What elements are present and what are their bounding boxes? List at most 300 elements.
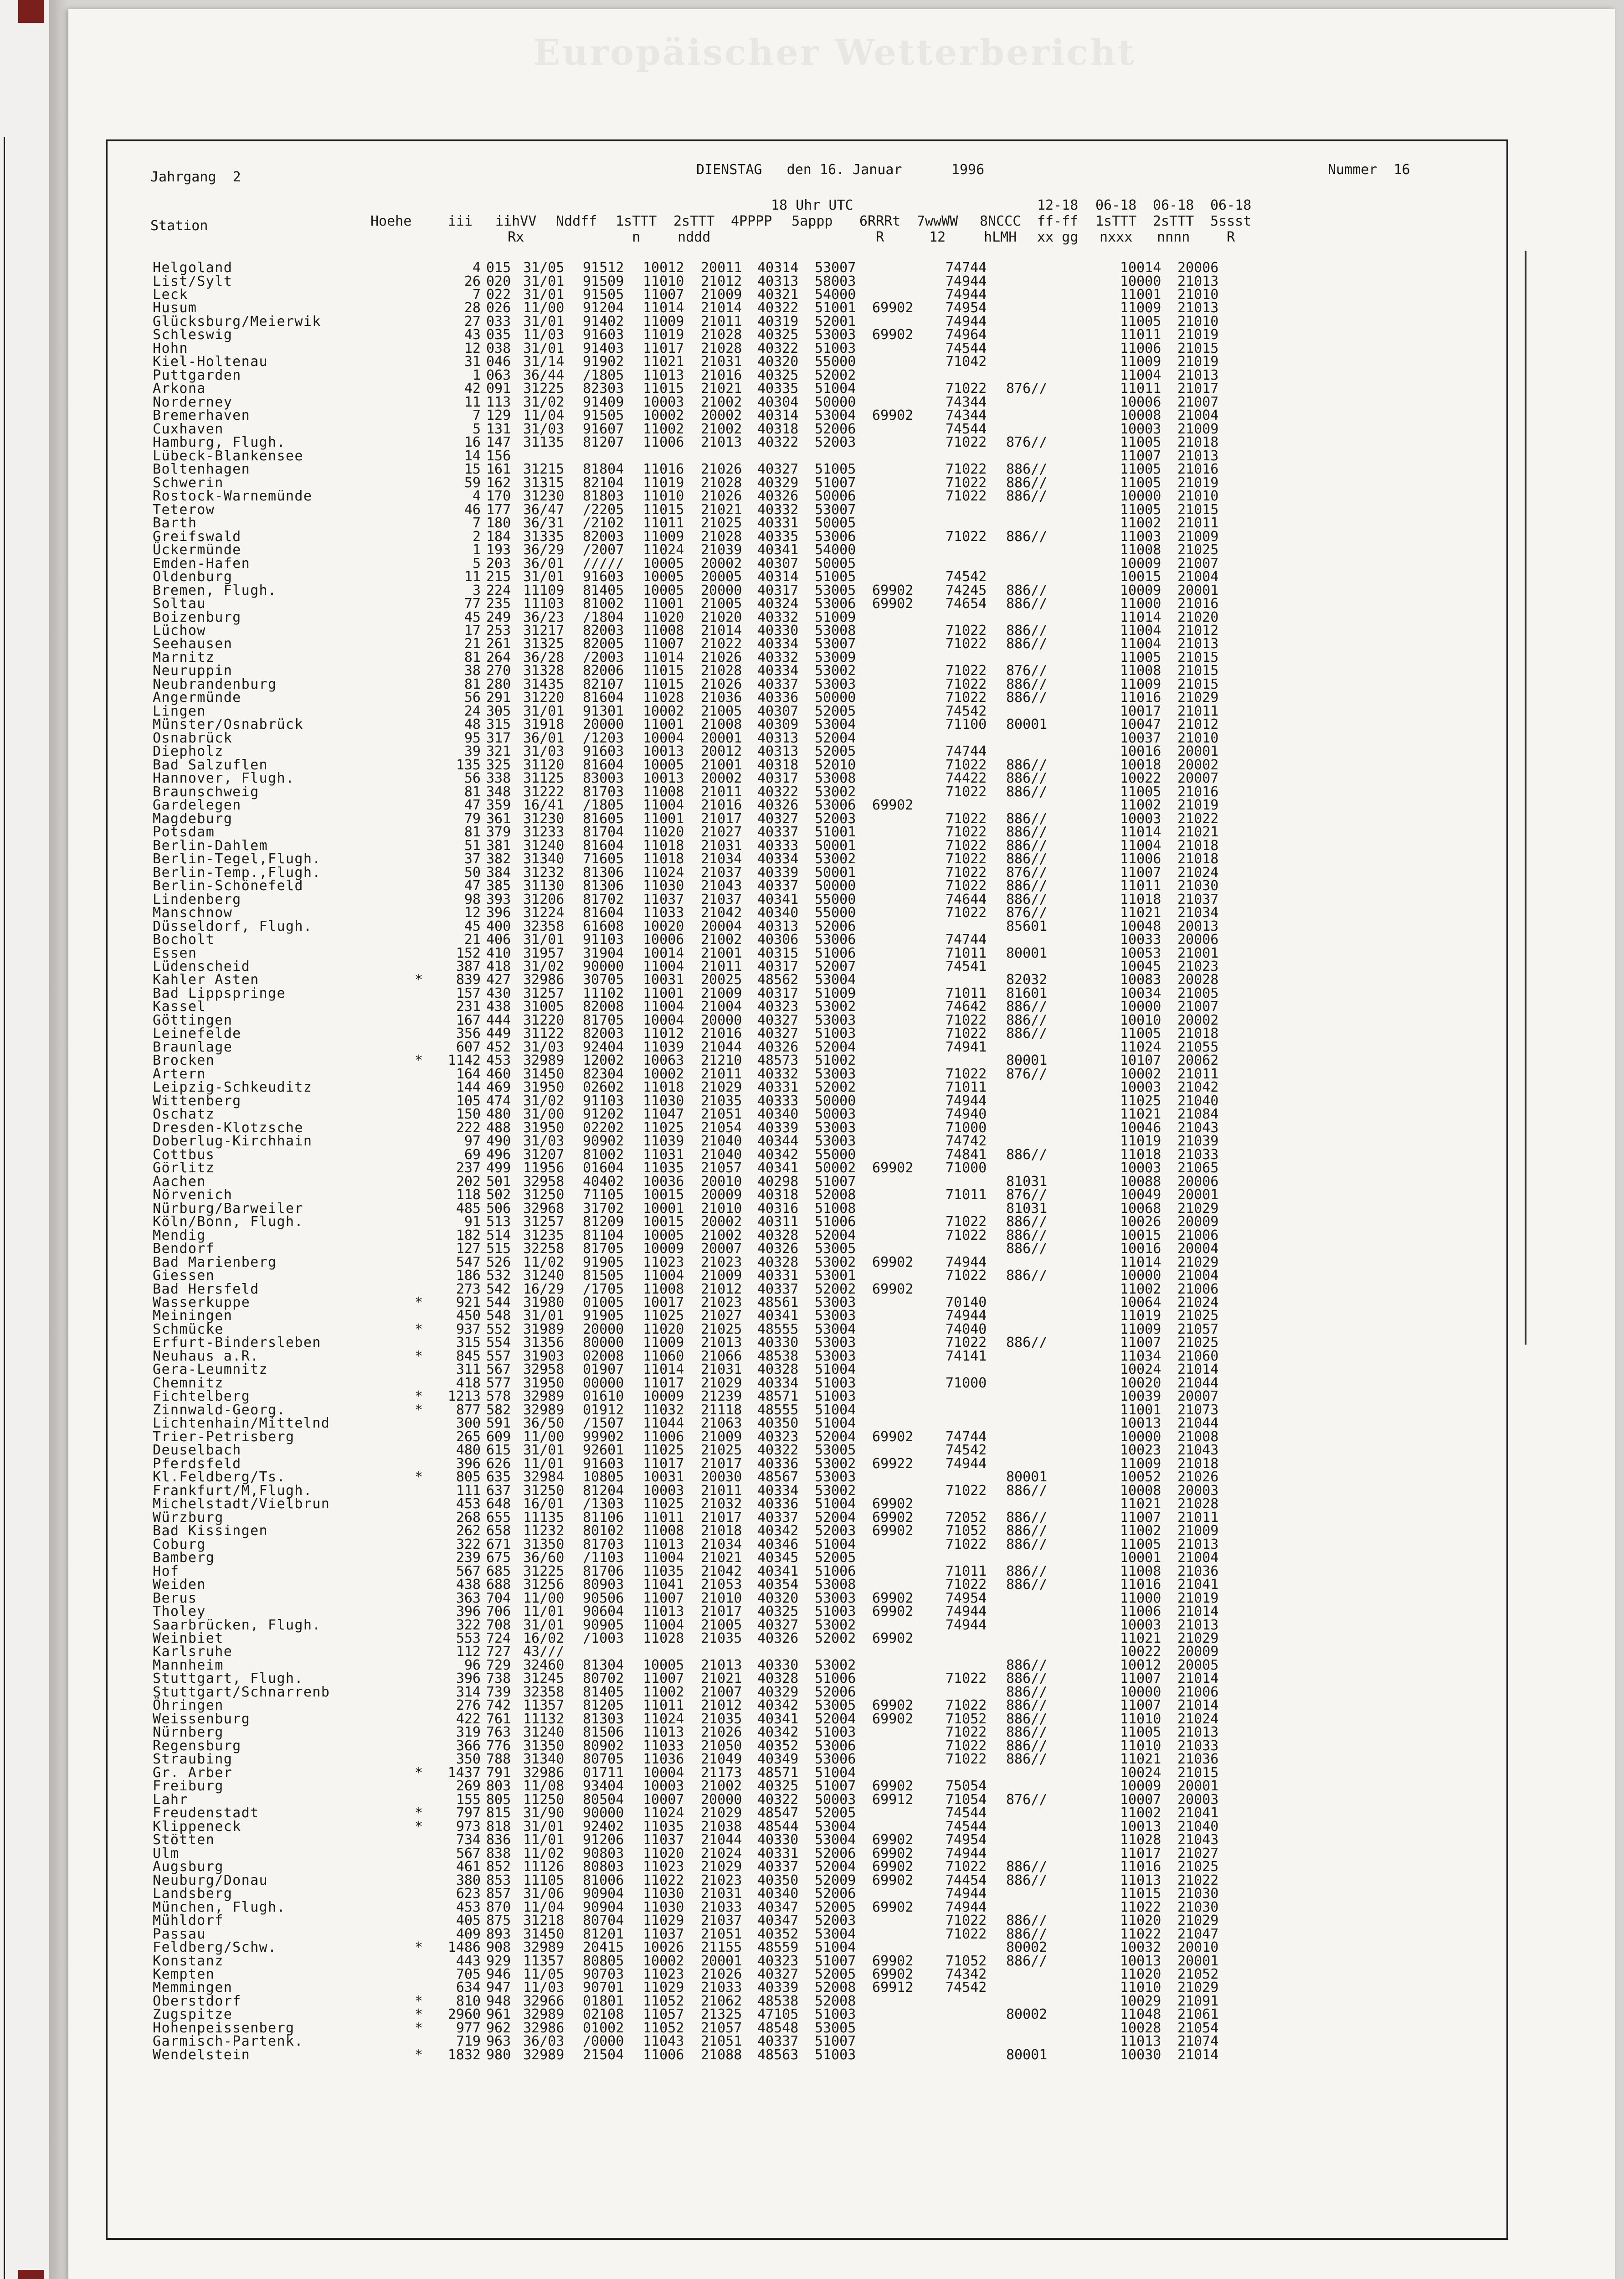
tendency: 50001: [815, 837, 856, 854]
pressure: 40330: [757, 623, 799, 639]
table-row: [68, 691, 1435, 705]
tmax-group: 11023: [643, 1859, 684, 1875]
station-name: Augsburg: [153, 1859, 224, 1875]
table-row: [68, 408, 1435, 423]
iii: 382: [486, 851, 511, 867]
hoehe: 839: [456, 972, 481, 988]
hoehe: 79: [464, 810, 481, 827]
pressure: 40352: [757, 1926, 799, 1942]
clouds: 886//: [1006, 528, 1048, 545]
tnn-group: 20028: [1177, 972, 1219, 988]
tendency: 55000: [815, 354, 856, 370]
iihvv: 32989: [523, 1402, 565, 1418]
mountain-mark: *: [415, 1764, 423, 1781]
tmax-group: 10003: [643, 394, 684, 410]
tmax-group: 11033: [643, 905, 684, 921]
clouds: 876//: [1006, 1187, 1048, 1203]
station-name: Bad Kissingen: [153, 1523, 268, 1539]
tmin-group: 21029: [701, 1805, 742, 1821]
precip: 69902: [872, 1630, 914, 1646]
tnn-group: 21055: [1177, 1039, 1219, 1055]
tmin-group: 21029: [701, 1859, 742, 1875]
iihvv: 31450: [523, 1926, 565, 1942]
pressure: 40337: [757, 1509, 799, 1526]
station-name: Osnabrück: [153, 730, 233, 746]
tnn-group: 21019: [1177, 474, 1219, 491]
tnx-group: 10013: [1120, 1953, 1161, 1969]
iii: 170: [486, 488, 511, 505]
iii: 348: [486, 784, 511, 800]
tnn-group: 21019: [1177, 354, 1219, 370]
iihvv: 11232: [523, 1523, 565, 1539]
nddff: 82008: [583, 999, 624, 1015]
tendency: 51003: [815, 340, 856, 356]
table-row: [68, 1913, 1435, 1928]
hoehe: 937: [456, 1321, 481, 1337]
weather: 71022: [946, 905, 987, 921]
tmax-group: 11014: [643, 300, 684, 316]
tnx-group: 11004: [1120, 636, 1161, 652]
iii: 946: [486, 1966, 511, 1982]
hoehe: 111: [456, 1482, 481, 1499]
tnn-group: 20009: [1177, 1214, 1219, 1230]
tmax-group: 11024: [643, 864, 684, 881]
tmax-group: 10003: [643, 1778, 684, 1794]
iihvv: 31340: [523, 1751, 565, 1768]
iii: 637: [486, 1482, 511, 1499]
hoehe: 14: [464, 448, 481, 464]
tmin-group: 21009: [701, 1268, 742, 1284]
hoehe: 409: [456, 1926, 481, 1942]
iii: 980: [486, 2047, 511, 2063]
table-row: [68, 1255, 1435, 1269]
tmax-group: 11037: [643, 1832, 684, 1848]
tmax-group: 11008: [643, 1281, 684, 1297]
nddff: 01604: [583, 1160, 624, 1176]
iii: 162: [486, 474, 511, 491]
tnx-group: 10017: [1120, 703, 1161, 719]
pressure: 40323: [757, 999, 799, 1015]
tendency: 52002: [815, 1281, 856, 1297]
tmax-group: 11036: [643, 1751, 684, 1768]
tnx-group: 11025: [1120, 1093, 1161, 1109]
nddff: 02108: [583, 2006, 624, 2023]
tendency: 51007: [815, 1173, 856, 1190]
tnx-group: 10048: [1120, 918, 1161, 934]
date-label: DIENSTAG den 16. Januar 1996: [696, 162, 985, 178]
iii: 129: [486, 407, 511, 424]
tmin-group: 21005: [701, 596, 742, 612]
tmax-group: 10009: [643, 1388, 684, 1405]
hoehe: 77: [464, 596, 481, 612]
table-row: [68, 825, 1435, 839]
tnx-group: 10007: [1120, 1791, 1161, 1808]
iii: 305: [486, 703, 511, 719]
station-name: Aachen: [153, 1173, 206, 1190]
hoehe: 634: [456, 1980, 481, 1996]
tnx-group: 10047: [1120, 717, 1161, 733]
tmax-group: 11001: [643, 596, 684, 612]
tmax-group: 11020: [643, 1321, 684, 1337]
iii: 724: [486, 1630, 511, 1646]
tnn-group: 20003: [1177, 1482, 1219, 1499]
iii: 496: [486, 1146, 511, 1163]
nddff: 83003: [583, 770, 624, 787]
iihvv: 31125: [523, 770, 565, 787]
hoehe: 39: [464, 743, 481, 760]
tmax-group: 10012: [643, 260, 684, 276]
table-row: [68, 1282, 1435, 1296]
table-row: [68, 1322, 1435, 1336]
tmin-group: 20002: [701, 555, 742, 572]
col-6rrrt: 6RRRt R: [859, 213, 901, 245]
pressure: 40333: [757, 1093, 799, 1109]
tnn-group: 21007: [1177, 394, 1219, 410]
tmin-group: 21017: [701, 1455, 742, 1472]
tnx-group: 11004: [1120, 837, 1161, 854]
iihvv: 31256: [523, 1577, 565, 1593]
clouds: 886//: [1006, 1563, 1048, 1579]
hoehe: 112: [456, 1644, 481, 1660]
tnn-group: 20006: [1177, 932, 1219, 948]
hoehe: 322: [456, 1617, 481, 1633]
tendency: 51006: [815, 945, 856, 961]
tnx-group: 10107: [1120, 1052, 1161, 1069]
iihvv: 31450: [523, 1066, 565, 1082]
tnx-group: 11007: [1120, 448, 1161, 464]
nddff: 91403: [583, 340, 624, 356]
iii: 836: [486, 1832, 511, 1848]
iihvv: 31/14: [523, 354, 565, 370]
station-name: Mühldorf: [153, 1913, 224, 1928]
tnx-group: 11009: [1120, 676, 1161, 692]
table-row: [68, 2048, 1435, 2062]
tendency: 50005: [815, 555, 856, 572]
station-name: Saarbrücken, Flugh.: [153, 1617, 321, 1633]
clouds: 876//: [1006, 864, 1048, 881]
iihvv: 31435: [523, 676, 565, 692]
iihvv: 31/01: [523, 340, 565, 356]
hoehe: 734: [456, 1832, 481, 1848]
table-row: [68, 1900, 1435, 1914]
hoehe: 1486: [447, 1939, 481, 1955]
nddff: 81304: [583, 1657, 624, 1673]
iii: 291: [486, 690, 511, 706]
station-name: Lübeck-Blankensee: [153, 448, 303, 464]
iihvv: 31233: [523, 824, 565, 840]
mountain-mark: *: [415, 972, 423, 988]
tnn-group: 21015: [1177, 649, 1219, 665]
tmin-group: 21025: [701, 1442, 742, 1459]
station-name: Kahler Asten: [153, 972, 259, 988]
weather: 74544: [946, 1805, 987, 1821]
station-name: Memmingen: [153, 1980, 233, 1996]
iihvv: 11357: [523, 1697, 565, 1714]
table-row: [68, 1658, 1435, 1672]
iii: 788: [486, 1751, 511, 1768]
table-row: [68, 1349, 1435, 1363]
tmin-group: 21021: [701, 1550, 742, 1566]
pressure: 40322: [757, 434, 799, 451]
iii: 557: [486, 1348, 511, 1364]
iihvv: 32984: [523, 1469, 565, 1485]
tmax-group: 11047: [643, 1106, 684, 1123]
iihvv: 11/00: [523, 1590, 565, 1606]
tmax-group: 11020: [643, 1845, 684, 1861]
nddff: 81604: [583, 837, 624, 854]
iihvv: 16/02: [523, 1630, 565, 1646]
station-name: Kl.Feldberg/Ts.: [153, 1469, 286, 1485]
nddff: 80705: [583, 1751, 624, 1768]
station-name: Düsseldorf, Flugh.: [153, 918, 313, 934]
tnx-group: 10014: [1120, 260, 1161, 276]
tnn-group: 21016: [1177, 596, 1219, 612]
iii: 177: [486, 501, 511, 518]
weather: 71000: [946, 1119, 987, 1136]
station-name: Freiburg: [153, 1778, 224, 1794]
nddff: 10805: [583, 1469, 624, 1485]
tnx-group: 11011: [1120, 878, 1161, 894]
hoehe: 5: [472, 421, 481, 437]
tendency: 51003: [815, 1604, 856, 1619]
weather: 71022: [946, 690, 987, 706]
tmax-group: 11024: [643, 1711, 684, 1727]
weather: 74944: [946, 1308, 987, 1324]
iii: 591: [486, 1415, 511, 1432]
weather: 71022: [946, 461, 987, 478]
tmax-group: 11018: [643, 851, 684, 867]
tnx-group: 10013: [1120, 1818, 1161, 1835]
tnn-group: 21009: [1177, 528, 1219, 545]
table-row: [68, 1591, 1435, 1605]
station-name: Weissenburg: [153, 1711, 251, 1727]
tmin-group: 21035: [701, 1630, 742, 1646]
hoehe: 98: [464, 891, 481, 907]
tmax-group: 11006: [643, 434, 684, 451]
hoehe: 81: [464, 649, 481, 665]
clouds: 80001: [1006, 1469, 1048, 1485]
iihvv: 11/04: [523, 407, 565, 424]
tnn-group: 21044: [1177, 1375, 1219, 1391]
weather: 74542: [946, 1442, 987, 1459]
pressure: 40339: [757, 1119, 799, 1136]
table-row: [68, 1362, 1435, 1377]
tnx-group: 10053: [1120, 945, 1161, 961]
clouds: 886//: [1006, 1751, 1048, 1768]
nddff: 20415: [583, 1939, 624, 1955]
pressure: 40340: [757, 1886, 799, 1902]
nddff: /1303: [583, 1496, 624, 1512]
iihvv: 31335: [523, 528, 565, 545]
tmax-group: 11008: [643, 784, 684, 800]
iihvv: 32968: [523, 1200, 565, 1217]
tmin-group: 21037: [701, 891, 742, 907]
tmin-group: 21004: [701, 999, 742, 1015]
col-7wwww: 7wwWW 12: [917, 213, 958, 245]
tmin-group: 20000: [701, 1791, 742, 1808]
station-name: Leinefelde: [153, 1026, 242, 1042]
tmax-group: 11015: [643, 381, 684, 397]
mountain-mark: *: [415, 2020, 423, 2036]
hoehe: 12: [464, 340, 481, 356]
station-name: Bad Marienberg: [153, 1254, 277, 1270]
iihvv: 31215: [523, 461, 565, 478]
iihvv: 31240: [523, 837, 565, 854]
station-name: Gera-Leumnitz: [153, 1361, 268, 1378]
table-row: [68, 1631, 1435, 1645]
table-row: [68, 1416, 1435, 1430]
tmin-group: 21031: [701, 1361, 742, 1378]
tnn-group: 21011: [1177, 1509, 1219, 1526]
iii: 410: [486, 945, 511, 961]
nddff: 90905: [583, 1617, 624, 1633]
tendency: 51003: [815, 1724, 856, 1741]
tmin-group: 20002: [701, 407, 742, 424]
mountain-mark: *: [415, 1939, 423, 1955]
clouds: 876//: [1006, 1791, 1048, 1808]
tnx-group: 11005: [1120, 649, 1161, 665]
tmax-group: 10014: [643, 945, 684, 961]
nddff: 81604: [583, 905, 624, 921]
weather: 74541: [946, 959, 987, 975]
table-row: [68, 2034, 1435, 2048]
tnn-group: 21015: [1177, 676, 1219, 692]
hoehe: 877: [456, 1402, 481, 1418]
iii: 961: [486, 2006, 511, 2023]
station-name: Weinbiet: [153, 1630, 224, 1646]
tmin-group: 21022: [701, 636, 742, 652]
weather: 71022: [946, 1536, 987, 1552]
tendency: 52006: [815, 421, 856, 437]
tmin-group: 21039: [701, 542, 742, 558]
tmin-group: 21002: [701, 932, 742, 948]
tendency: 58003: [815, 273, 856, 289]
tnx-group: 11005: [1120, 461, 1161, 478]
station-name: Görlitz: [153, 1160, 215, 1176]
tmax-group: 10002: [643, 1066, 684, 1082]
tmin-group: 21008: [701, 717, 742, 733]
clouds: 886//: [1006, 1724, 1048, 1741]
tnn-group: 21052: [1177, 1966, 1219, 1982]
nddff: /1705: [583, 1281, 624, 1297]
nddff: /2003: [583, 649, 624, 665]
station-name: Bocholt: [153, 932, 215, 948]
tnn-group: 21005: [1177, 985, 1219, 1001]
tendency: 52007: [815, 959, 856, 975]
clouds: 886//: [1006, 1509, 1048, 1526]
tnx-group: 10013: [1120, 1415, 1161, 1432]
tnx-group: 10000: [1120, 1268, 1161, 1284]
tmax-group: 11004: [643, 959, 684, 975]
tnn-group: 21029: [1177, 1630, 1219, 1646]
tnn-group: 21008: [1177, 1428, 1219, 1445]
station-name: Passau: [153, 1926, 206, 1942]
weather: 71022: [946, 1577, 987, 1593]
tmax-group: 11057: [643, 2006, 684, 2023]
tendency: 53002: [815, 1617, 856, 1633]
clouds: 886//: [1006, 1335, 1048, 1351]
iii: 453: [486, 1052, 511, 1069]
iihvv: 11109: [523, 582, 565, 598]
tmax-group: 10005: [643, 555, 684, 572]
table-row: [68, 1873, 1435, 1887]
tmin-group: 21001: [701, 757, 742, 773]
tnx-group: 10003: [1120, 1160, 1161, 1176]
tnn-group: 21074: [1177, 2033, 1219, 2050]
tendency: 52005: [815, 1550, 856, 1566]
nddff: /2205: [583, 501, 624, 518]
pressure: 40313: [757, 918, 799, 934]
tendency: 53002: [815, 1455, 856, 1472]
table-row: [68, 2021, 1435, 2035]
tmin-group: 21028: [701, 327, 742, 343]
tendency: 53003: [815, 1012, 856, 1028]
pressure: 40333: [757, 837, 799, 854]
table-row: [68, 1188, 1435, 1202]
iihvv: 31222: [523, 784, 565, 800]
tendency: 52004: [815, 1711, 856, 1727]
tmin-group: 21029: [701, 1375, 742, 1391]
tendency: 53008: [815, 1577, 856, 1593]
table-row: [68, 530, 1435, 544]
tmax-group: 10002: [643, 703, 684, 719]
iii: 947: [486, 1980, 511, 1996]
iihvv: 31950: [523, 1079, 565, 1096]
iii: 739: [486, 1684, 511, 1700]
weather: 74940: [946, 1106, 987, 1123]
pressure: 48548: [757, 2020, 799, 2036]
hoehe: 405: [456, 1913, 481, 1928]
iihvv: 31950: [523, 1119, 565, 1136]
pressure: 40325: [757, 1604, 799, 1619]
precip: 69902: [872, 1160, 914, 1176]
tnx-group: 11022: [1120, 1899, 1161, 1915]
frame-right-rule: [1525, 251, 1526, 1345]
iii: 929: [486, 1953, 511, 1969]
pressure: 40326: [757, 1630, 799, 1646]
iihvv: 32958: [523, 1361, 565, 1378]
pressure: 40329: [757, 474, 799, 491]
pressure: 40322: [757, 340, 799, 356]
hoehe: 51: [464, 837, 481, 854]
tmax-group: 11032: [643, 1402, 684, 1418]
tnn-group: 20010: [1177, 1939, 1219, 1955]
tendency: 52004: [815, 1859, 856, 1875]
tnn-group: 21042: [1177, 1079, 1219, 1096]
tmax-group: 10015: [643, 1187, 684, 1203]
tnx-group: 10020: [1120, 1375, 1161, 1391]
tnx-group: 11005: [1120, 474, 1161, 491]
tendency: 53008: [815, 623, 856, 639]
clouds: 876//: [1006, 1066, 1048, 1082]
station-name: Hohenpeissenberg: [153, 2020, 295, 2036]
iihvv: 36/01: [523, 730, 565, 746]
iihvv: 31225: [523, 381, 565, 397]
nddff: 81205: [583, 1697, 624, 1714]
tnx-group: 11021: [1120, 1496, 1161, 1512]
nddff: 01912: [583, 1402, 624, 1418]
jahrgang-label: Jahrgang 2: [150, 169, 241, 185]
iihvv: 31/06: [523, 1886, 565, 1902]
pressure: 47105: [757, 2006, 799, 2023]
tmax-group: 11009: [643, 528, 684, 545]
hoehe: 21: [464, 932, 481, 948]
table-row: [68, 2007, 1435, 2021]
hoehe: 202: [456, 1173, 481, 1190]
tmin-group: 21007: [701, 1684, 742, 1700]
tmax-group: 10031: [643, 972, 684, 988]
tnn-group: 21061: [1177, 2006, 1219, 2023]
